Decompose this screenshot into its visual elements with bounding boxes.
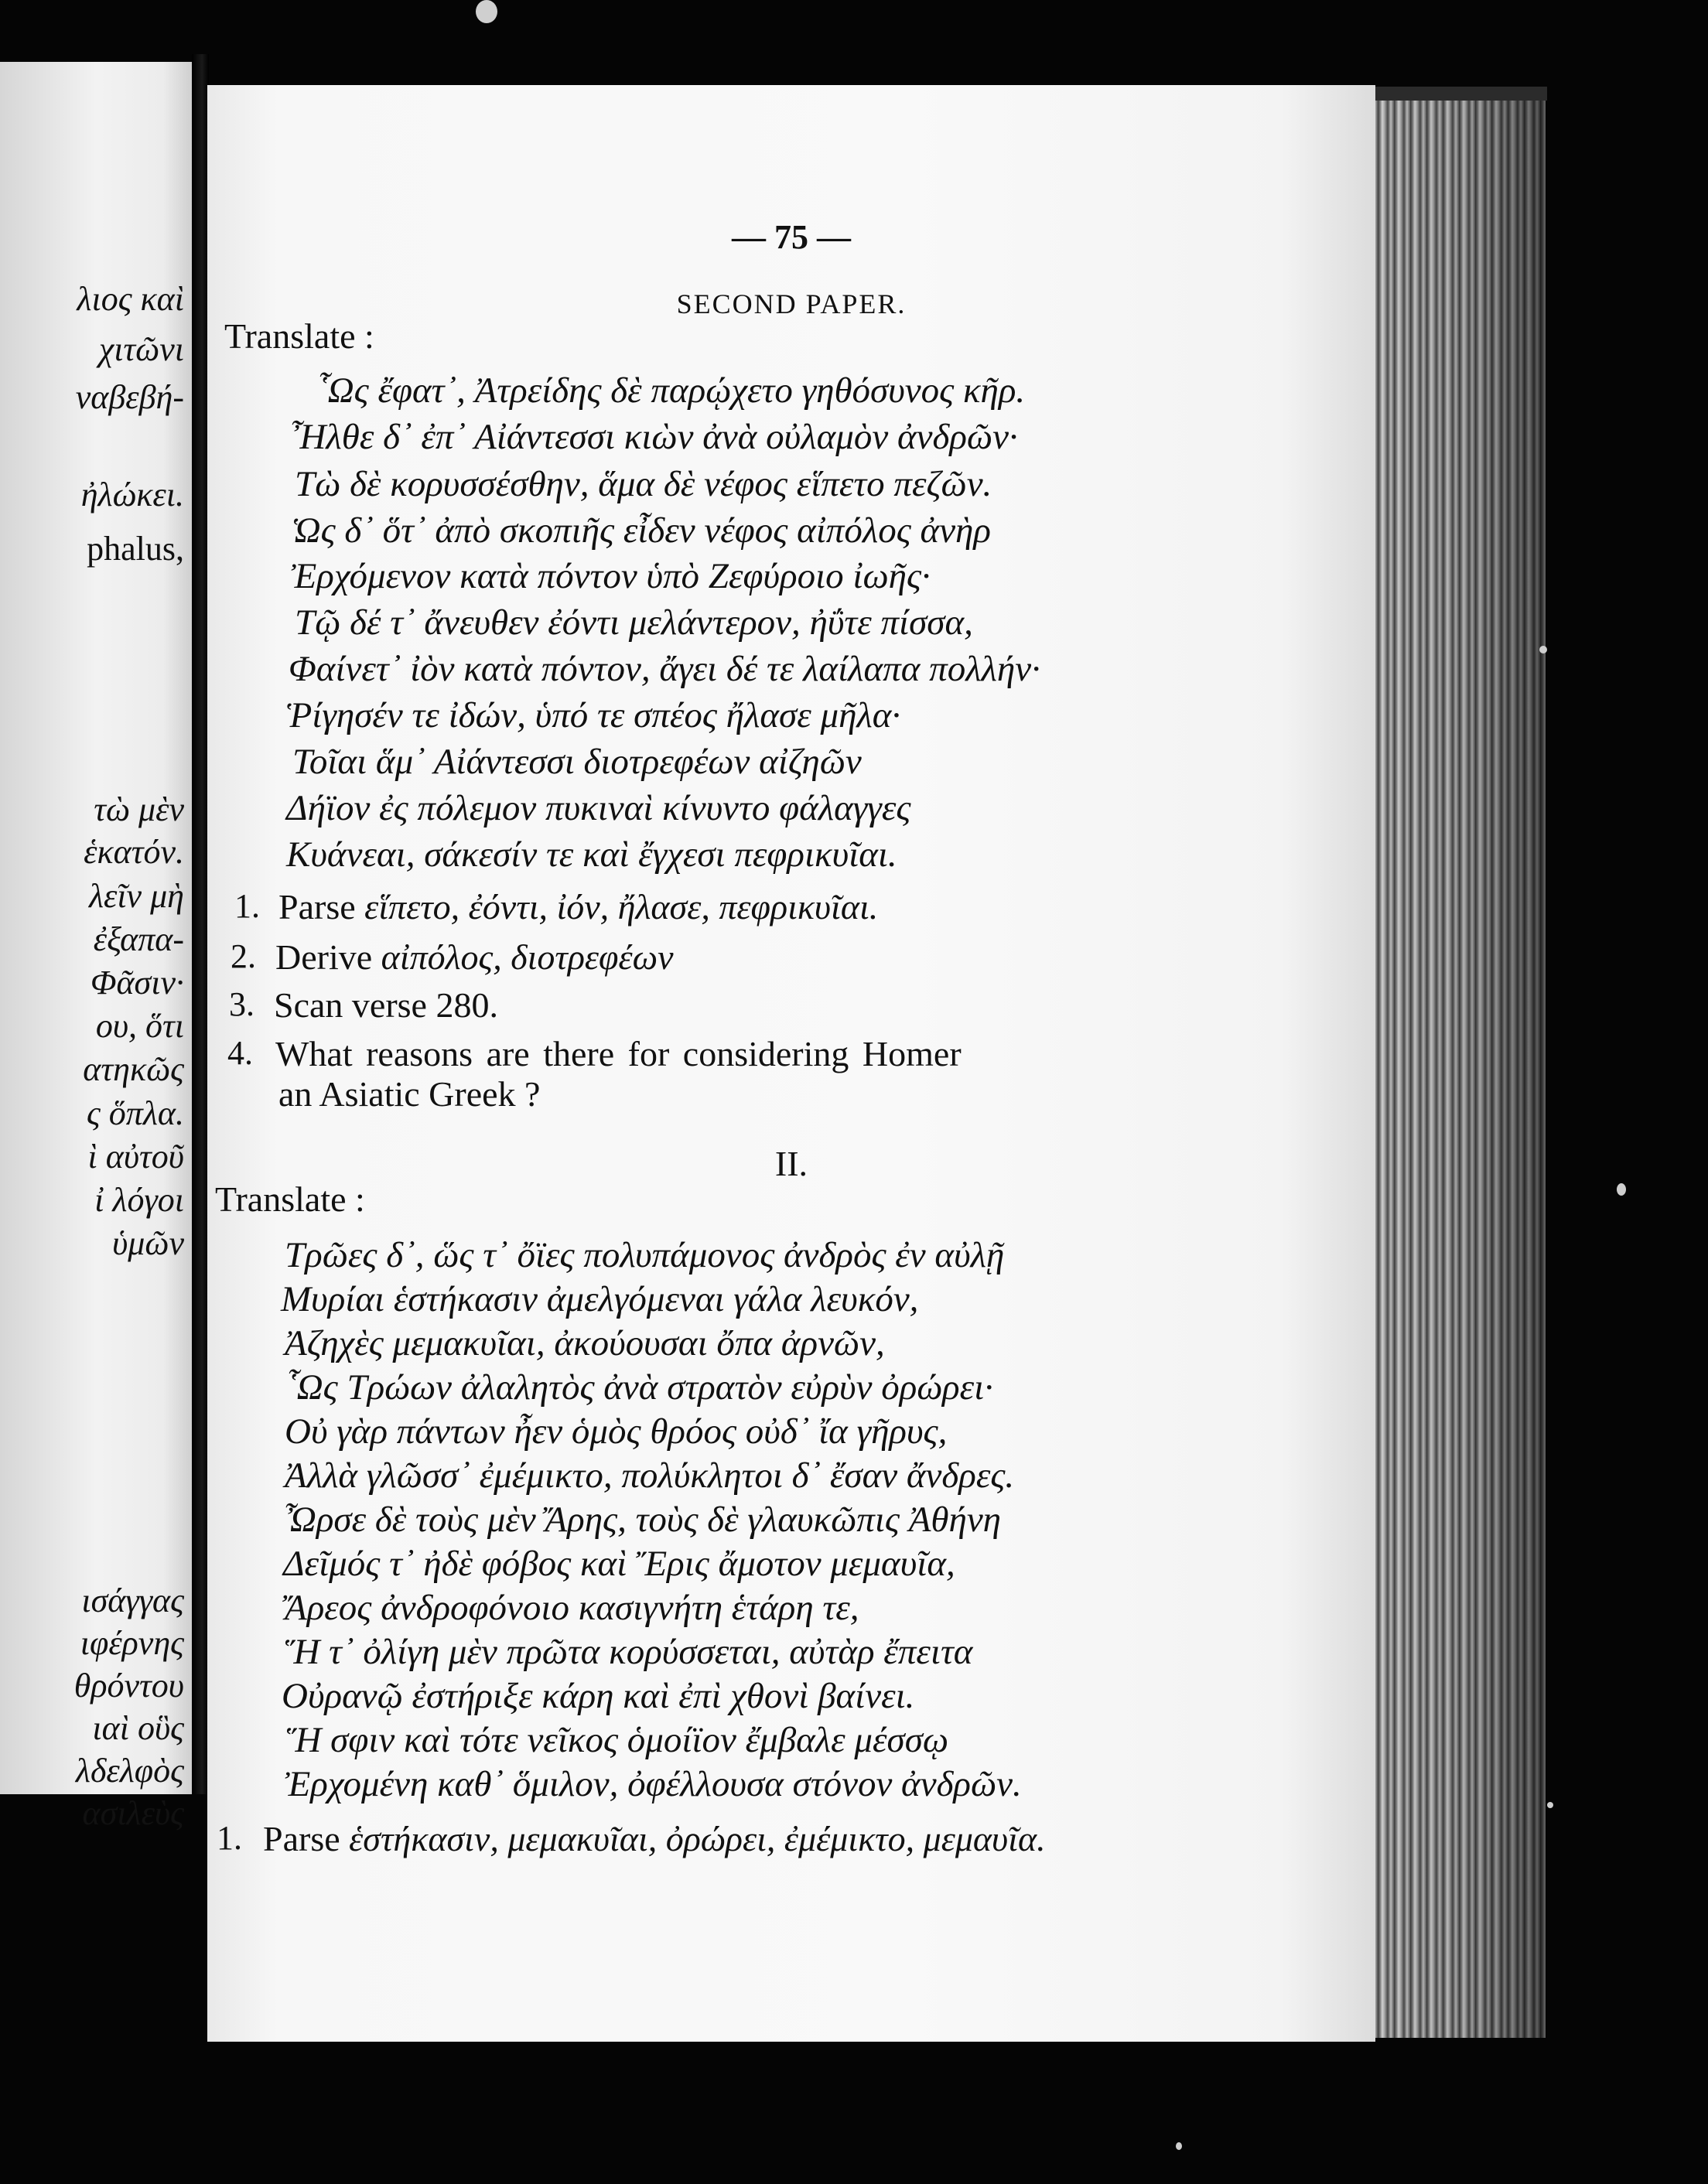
question-text-continued: an Asiatic Greek ? bbox=[278, 1074, 541, 1114]
left-page-line: θρόντου bbox=[73, 1667, 184, 1705]
left-page-line: ὑμῶν bbox=[112, 1224, 184, 1262]
left-page-line: λδελφὸς bbox=[75, 1752, 184, 1790]
dust-speck bbox=[1539, 646, 1547, 653]
translate-label: Translate : bbox=[224, 316, 374, 356]
question-prompt: Parse bbox=[278, 887, 365, 926]
question-number: 2. bbox=[231, 937, 256, 975]
question-text: What reasons are there for considering Homer bbox=[275, 1034, 962, 1073]
question-prompt: Parse bbox=[263, 1819, 350, 1858]
left-page-line: ἰ λόγοι bbox=[94, 1181, 184, 1219]
question-text bbox=[278, 889, 878, 925]
main-page bbox=[207, 85, 1375, 2042]
verse-line: Οὐ γὰρ πάντων ἦεν ὁμὸς θρόος οὐδ᾽ ἴα γῆρυς, bbox=[285, 1411, 948, 1452]
question-text bbox=[263, 1821, 1046, 1857]
left-page-line: χιτῶνι bbox=[98, 330, 184, 368]
question-greek: εἵπετο, ἐόντι, ἰόν, ἤλασε, πεφρικυῖαι. bbox=[364, 887, 879, 926]
left-page-line: λιος καὶ bbox=[77, 280, 184, 318]
verse-line: Ἄρεος ἀνδροφόνοιο κασιγνήτη ἑτάρη τε, bbox=[285, 1588, 859, 1628]
translate-label: Translate : bbox=[215, 1179, 365, 1219]
verse-line: Τῷ δέ τ᾽ ἄνευθεν ἐόντι μελάντερον, ἠΰτε πίσσα, bbox=[295, 602, 973, 643]
left-page-line: phalus, bbox=[87, 530, 184, 568]
dust-speck bbox=[476, 0, 497, 23]
left-page-line: ιαὶ οὓς bbox=[92, 1709, 184, 1747]
question-greek: αἰπόλος, διοτρεφέων bbox=[381, 937, 674, 977]
page-edge-top bbox=[1354, 87, 1547, 101]
left-page-line: τὼ μὲν bbox=[94, 790, 184, 828]
verse-line: Ἥ τ᾽ ὀλίγη μὲν πρῶτα κορύσσεται, αὐτὰρ ἔπειτα bbox=[285, 1632, 973, 1672]
question-text: Scan verse 280. bbox=[274, 985, 498, 1025]
verse-line: Ἐρχομένη καθ᾽ ὅμιλον, ὀφέλλουσα στόνον ἀνδρῶν. bbox=[285, 1764, 1022, 1804]
verse-line: Δήϊον ἐς πόλεμον πυκιναὶ κίνυντο φάλαγγες bbox=[286, 788, 911, 828]
left-page-line: ἐξαπα- bbox=[93, 920, 184, 958]
verse-line: Ἥ σφιν καὶ τότε νεῖκος ὁμοίϊον ἔμβαλε μέσσῳ bbox=[286, 1720, 949, 1760]
question-number: 1. bbox=[234, 887, 260, 925]
verse-line: Τρῶες δ᾽, ὥς τ᾽ ὄϊες πολυπάμονος ἀνδρὸς ἐν αὐλῇ bbox=[285, 1235, 1005, 1275]
left-page-line: ἠλώκει. bbox=[80, 476, 184, 514]
section-number: II. bbox=[774, 1144, 808, 1183]
left-page-line: ς ὅπλα. bbox=[86, 1094, 184, 1132]
verse-line: Τοῖαι ἅμ᾽ Αἰάντεσσι διοτρεφέων αἰζηῶν bbox=[292, 742, 862, 782]
left-page-line: λεῖν μὴ bbox=[88, 877, 184, 915]
verse-line: Μυρίαι ἑστήκασιν ἀμελγόμεναι γάλα λευκόν, bbox=[281, 1279, 919, 1319]
page-number: — 75 — bbox=[732, 218, 851, 256]
verse-line: Ὦρσε δὲ τοὺς μὲν Ἄρης, τοὺς δὲ γλαυκῶπις Ἀθήνη bbox=[285, 1500, 1002, 1540]
verse-line: Ἦλθε δ᾽ ἐπ᾽ Αἰάντεσσι κιὼν ἀνὰ οὐλαμὸν ἀνδρῶν· bbox=[291, 417, 1018, 457]
verse-line: Δεῖμός τ᾽ ἠδὲ φόβος καὶ Ἔρις ἄμοτον μεμαυῖα, bbox=[283, 1544, 955, 1584]
page-edge-stack bbox=[1361, 89, 1546, 2038]
verse-line: Ῥίγησέν τε ἰδών, ὑπό τε σπέος ἤλασε μῆλα· bbox=[286, 695, 901, 735]
verse-line: Ἀλλὰ γλῶσσ᾽ ἐμέμικτο, πολύκλητοι δ᾽ ἔσαν ἄνδρες. bbox=[285, 1455, 1015, 1496]
verse-line: ῟Ως Τρώων ἀλαλητὸς ἀνὰ στρατὸν εὐρὺν ὀρώρει· bbox=[285, 1367, 993, 1408]
dust-speck bbox=[1547, 1802, 1553, 1808]
question-greek: ἑστήκασιν, μεμακυῖαι, ὀρώρει, ἐμέμικτο, μεμαυῖα. bbox=[349, 1819, 1046, 1858]
verse-line: Φαίνετ᾽ ἰὸν κατὰ πόντον, ἄγει δέ τε λαίλαπα πολλήν· bbox=[289, 649, 1040, 689]
question-number: 3. bbox=[229, 985, 254, 1023]
left-page-line: ου, ὅτι bbox=[95, 1007, 184, 1045]
verse-line: Ἀζηχὲς μεμακυῖαι, ἀκούουσαι ὄπα ἀρνῶν, bbox=[285, 1323, 885, 1363]
dust-speck bbox=[1176, 2142, 1182, 2150]
left-page-line: ατηκῶς bbox=[83, 1050, 184, 1088]
verse-line: Τὼ δὲ κορυσσέσθην, ἅμα δὲ νέφος εἵπετο πεζῶν. bbox=[295, 464, 992, 504]
left-page-line: ὶ αὐτοῦ bbox=[87, 1138, 184, 1176]
left-page-line: ασιλεὺς bbox=[82, 1794, 184, 1832]
verse-line: ῟Ως ἔφατ᾽, Ἀτρείδης δὲ παρῴχετο γηθόσυνος κῆρ. bbox=[316, 370, 1026, 411]
left-page-line: ναβεβή- bbox=[75, 378, 184, 416]
question-number: 1. bbox=[217, 1819, 242, 1857]
question-prompt: Derive bbox=[275, 937, 381, 977]
left-page-line: ιφέρνης bbox=[80, 1624, 184, 1662]
book-gutter bbox=[192, 54, 209, 1794]
verse-line: Ὡς δ᾽ ὅτ᾽ ἀπὸ σκοπιῆς εἶδεν νέφος αἰπόλος ἀνὴρ bbox=[291, 510, 991, 551]
left-page-line: Φᾶσιν· bbox=[90, 964, 184, 1002]
left-page-line: ἑκατόν. bbox=[84, 833, 184, 871]
question-number: 4. bbox=[227, 1034, 253, 1072]
verse-line: Κυάνεαι, σάκεσίν τε καὶ ἔγχεσι πεφρικυῖαι. bbox=[286, 834, 897, 875]
verse-line: Οὐρανῷ ἐστήριξε κάρη καὶ ἐπὶ χθονὶ βαίνει. bbox=[282, 1676, 915, 1716]
question-text bbox=[275, 937, 674, 977]
left-page bbox=[0, 62, 192, 1832]
paper-title: SECOND PAPER. bbox=[676, 288, 907, 319]
left-page-line: ισάγγας bbox=[81, 1582, 184, 1619]
verse-line: Ἐρχόμενον κατὰ πόντον ὑπὸ Ζεφύροιο ἰωῆς· bbox=[291, 556, 931, 596]
dust-speck bbox=[1617, 1183, 1626, 1196]
